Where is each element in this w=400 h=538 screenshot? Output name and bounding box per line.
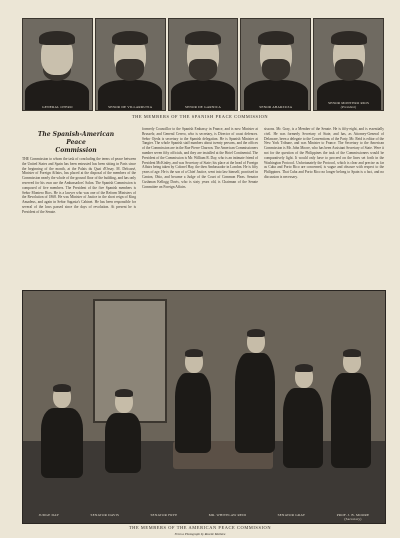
photo-credit: From a Photograph by Rosette Mathieu [174, 532, 226, 536]
name-label: JUDGE DAY [38, 513, 60, 517]
article-title-line1: The Spanish-American Peace [37, 131, 115, 146]
portrait-caption: SENOR DE GARNICA [185, 105, 221, 109]
article-title [30, 131, 122, 155]
american-commission-heading: THE MEMBERS OF THE AMERICAN PEACE COMMISSION [128, 525, 272, 530]
article-column-3: sissons. Mr. Gray, is a Member of the Senate. He is fifty-eight, and is essentially civil. He was formerly Secretary of State, and has, as Attorney-General of Delaware, been a delegate to the Conventions of the Party. Mr. Reid is editor of the New York Tribune, and was Minister to France. The Secretary to the American Commission is Mr. John Moore, who has been Assistant Secretary of State. Were it not for the question of the Philippines the task of the Commissioners would be comparatively light. It would only have to proceed on the lines set forth in the Washington Protocol. Unfortunately the Protocol, which is clear and precise as far as Cuba and Porto Rico are concerned, is vague and obscure with respect to the Philippines. That Cuba and Porto Rico no longer belong to Spain is a fact, and no discussion is necessary. [264, 127, 384, 179]
portrait-caption: GENERAL OTERO [42, 105, 73, 109]
article-column-2: formerly Councillor to the Spanish Embassy in France, and is now Minister at Brussels; and General Cerero, who is secretary, is Director of coast defences. Señor Ojeda is secretary to the Spanish delegation. He is Spanish Minister at Tangier. The whole Spanish staff numbers about twenty persons, and the offices of the Commission are in the Rue Pierre Charron. The American Commissioners number seven fifty officials, and they are installed at the Hotel Continental. The President of the Commission is Mr. William R. Day, who is an intimate friend of President McKinley, and was Secretary of State; his place at the head of Foreign Affairs being taken by Colonel Hay, the then Ambassador in London. He is fifty years of age. He is the son of a Chief Justice, went into law himself, practised in Canton, Ohio, and became a Judge of the Court of Common Pleas. Senator Cushman Kellogg Davis, who is sixty years old, is Chairman of the Senate Committee on Foreign Affairs. [142, 127, 258, 189]
name-label: MR. WHITELAW REID [208, 513, 247, 517]
portrait-caption: SENOR ABARZUZA [259, 105, 293, 109]
article-title-line2: Commission [55, 147, 97, 154]
spanish-commission-heading: THE MEMBERS OF THE SPANISH PEACE COMMISSION [131, 114, 269, 119]
portrait-abarzuza [240, 18, 311, 111]
article-column-1: THE Commission to whom the task of concluding the terms of peace between the United States and Spain has been entrusted has been sitting in Paris since the beginning of the month, at the Palais du Quai d'Orsay. M. Delcassé, Minister of Foreign Affairs, has placed at the disposal of the members of the Commission nearly the whole of the ground floor of the building, and has only reserved for his own use the Ambassadors' Salon. The Spanish Commission is composed of five members. The President of the five Spanish members is Señor Montero Rios. He is a lawyer who was one of the Reform Ministers of the Revolution of 1868. He was Minister of Justice in the short reign of King Amadeus, and again in Señor Sagasta's Cabinet. He has been responsible for several of the laws passed since the days of revolution. At present he is President of the Senate. [22, 157, 136, 214]
portrait-caption: SENOR MONTERO RIOS [328, 101, 370, 105]
name-label: SENATOR FRYE [150, 513, 178, 517]
group-name-labels [23, 513, 385, 521]
name-label-text: PROF. J. B. MOORE [336, 513, 370, 517]
american-commission-photo [22, 290, 386, 524]
name-label: SENATOR GRAY [277, 513, 306, 517]
portrait-garnica [168, 18, 239, 111]
portrait-otero [22, 18, 93, 111]
portrait-villarrutia [95, 18, 166, 111]
name-label-note: (Secretary) [344, 517, 362, 521]
portrait-caption-note: (President) [340, 105, 357, 109]
name-label: SENATOR DAVIS [90, 513, 120, 517]
spanish-portraits-row [22, 18, 384, 111]
portrait-caption: SENOR DE VILLARRUTIA [108, 105, 153, 109]
portrait-montero-rios [313, 18, 384, 111]
name-label [337, 513, 370, 521]
